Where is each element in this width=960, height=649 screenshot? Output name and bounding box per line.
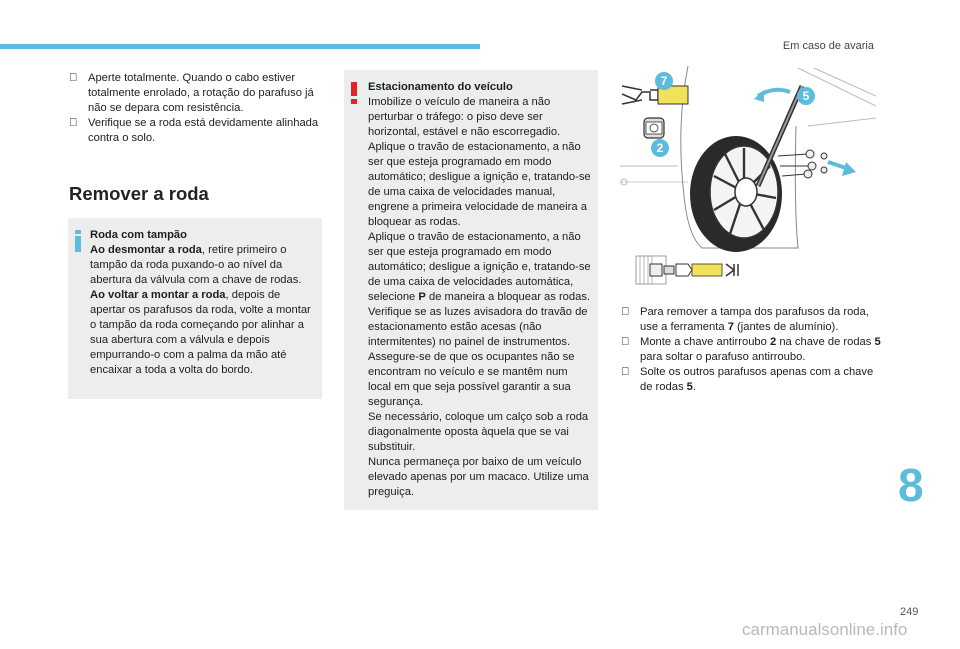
info-box-remove-paragraph [90, 243, 316, 288]
list-item [69, 71, 331, 116]
bullet-text: Monte a chave antirroubo [640, 336, 770, 348]
warning-paragraph [368, 230, 592, 305]
bullet-text: na chave de rodas [776, 336, 875, 348]
tool-ref: 5 [686, 381, 693, 393]
bullet-text: Para remover a tampa dos parafusos da roda, use a ferramenta [640, 306, 869, 333]
wheel-removal-illustration [618, 66, 876, 254]
warning-box-title: Estacionamento do veículo [368, 81, 513, 93]
warning-paragraph: Se necessário, coloque um calço sob a roda diagonalmente oposta àquela que se vai substituir. [368, 411, 589, 453]
tool-ref: 7 [727, 321, 734, 333]
bullet-text: Aperte totalmente. Quando o cabo estiver totalmente enrolado, a rotação do parafuso já não se depara com resistência. [88, 72, 314, 114]
tool-assembly-illustration [634, 252, 750, 288]
warning-gear-p: P [418, 291, 426, 303]
bullet-marker [621, 305, 629, 320]
warning-text: de maneira a bloquear as rodas. [425, 291, 591, 303]
warning-text: Aplique o travão de estacionamento, a não ser que esteja programado em modo automático; desligue a ignição e, tratando-se de uma caixa de velocidades automática, selecione [368, 231, 591, 303]
section-label: Em caso de avaria [782, 40, 874, 52]
refit-label: Ao voltar a montar a roda [90, 289, 226, 301]
bullet-marker [69, 71, 77, 86]
info-box-refit-paragraph [90, 288, 316, 378]
page-number: 249 [900, 606, 919, 618]
intro-bullet-list [69, 71, 331, 146]
tool-ref: 2 [769, 336, 777, 348]
chapter-number: 8 [898, 459, 924, 511]
list-item [621, 365, 881, 395]
bullet-text: Solte os outros parafusos apenas com a chave de rodas [640, 366, 874, 393]
bullet-text: Verifique se a roda está devidamente alinhada contra o solo. [88, 117, 319, 144]
callout-7-label: 7 [660, 74, 668, 88]
list-item [621, 305, 881, 335]
section-heading: Remover a roda [69, 183, 209, 204]
tool-ref: 5 [874, 336, 881, 348]
callout-2-label: 2 [656, 141, 664, 155]
remove-text: , retire primeiro o tampão da roda puxando-o ao nível da abertura da válvula com a chave de rodas. [90, 244, 302, 286]
procedure-bullet-list [621, 305, 881, 395]
info-box [68, 218, 322, 399]
bullet-marker [621, 365, 629, 380]
warning-icon [350, 82, 358, 104]
warning-paragraph: Aplique o travão de estacionamento, a não ser que esteja programado em modo automático; desligue a ignição e, tratando-se de uma caixa de velocidades manual, engrene a primeira velocidade de maneira a bloquear as rodas. [368, 141, 591, 228]
header-accent-bar [0, 44, 480, 49]
bullet-marker [69, 116, 77, 131]
bullet-text: para soltar o parafuso antirroubo. [640, 351, 806, 363]
info-box-title: Roda com tampão [90, 229, 187, 241]
list-item [69, 116, 331, 146]
refit-text: , depois de apertar os parafusos da roda, volte a montar o tampão da roda começando por alinhar a sua abertura com a válvula e depois empurrando-o com a palma da mão até encaixar a toda a volta do bordo. [90, 289, 311, 376]
info-icon [74, 230, 82, 252]
bullet-text: (jantes de alumínio). [733, 321, 839, 333]
remove-label: Ao desmontar a roda [90, 244, 202, 256]
bullet-marker [621, 335, 629, 350]
callout-5-label: 5 [802, 89, 810, 103]
watermark: carmanualsonline.info [742, 620, 908, 639]
warning-paragraph: Assegure-se de que os ocupantes não se encontram no veículo e se mantêm num local em que seja possível garantir a sua segurança. [368, 351, 575, 408]
warning-paragraph: Nunca permaneça por baixo de um veículo elevado apenas por um macaco. Utilize uma preguiça. [368, 456, 589, 498]
list-item [621, 335, 881, 365]
warning-paragraph: Verifique se as luzes avisadora do travão de estacionamento estão acesas (não intermitentes) no painel de instrumentos. [368, 306, 588, 348]
bullet-text: . [692, 381, 696, 393]
warning-paragraph: Imobilize o veículo de maneira a não perturbar o tráfego: o piso deve ser horizontal, estável e não escorregadio. [368, 96, 561, 138]
warning-box [344, 70, 598, 510]
